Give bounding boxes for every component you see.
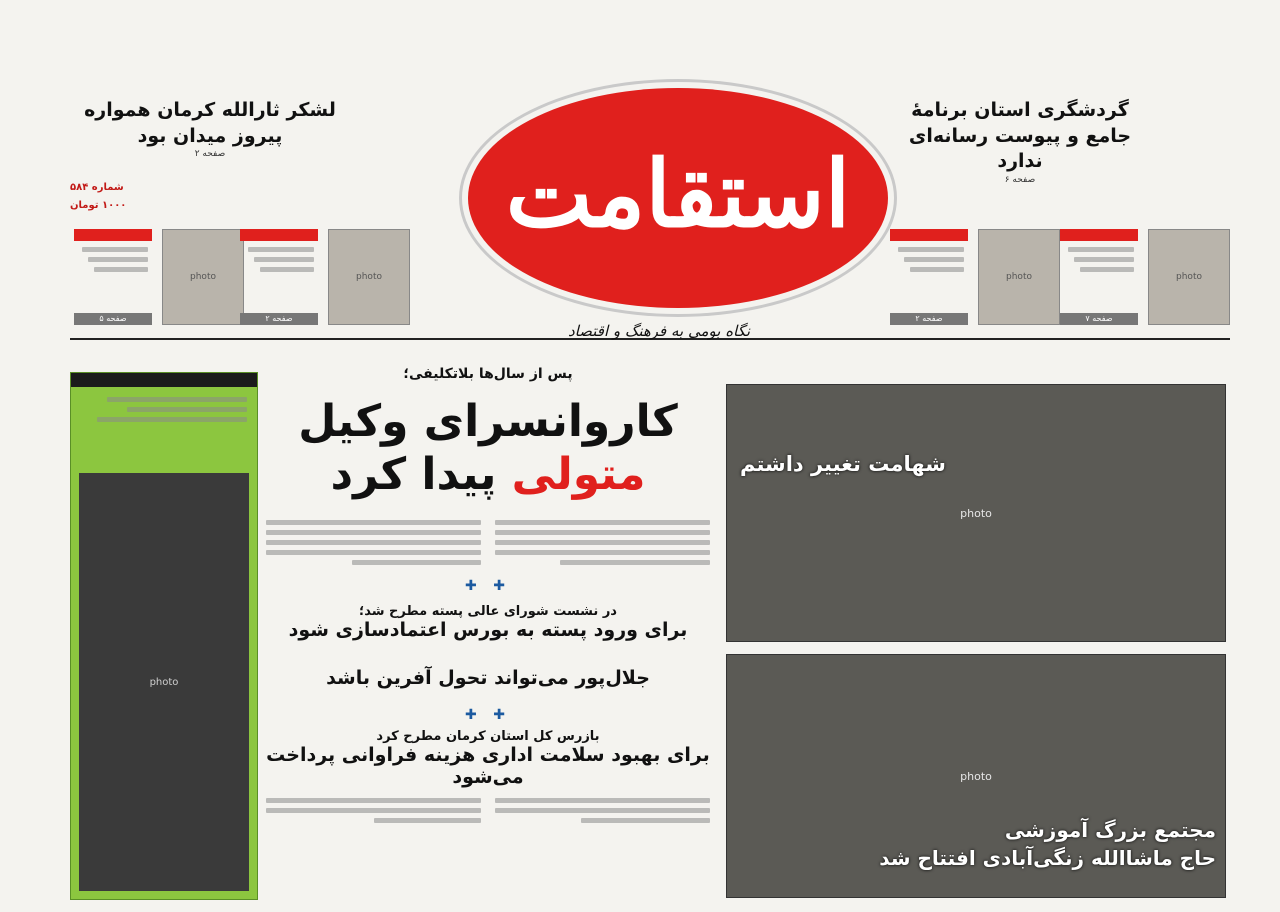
story-2-kicker: در نشست شورای عالی پسته مطرح شد؛ <box>359 603 617 619</box>
teaser-3[interactable] <box>890 229 1060 329</box>
interview-headline: شهامت تغییر داشتم <box>740 452 946 476</box>
tagline: نگاه بومی به فرهنگ و اقتصاد <box>568 322 751 340</box>
teaser-page: صفحه ۷ <box>1060 313 1138 325</box>
teaser-page: صفحه ۵ <box>74 313 152 325</box>
lead-body <box>266 520 710 570</box>
top-right-page: صفحه ۶ <box>1004 174 1036 185</box>
event-headline-2: حاج ماشاالله زنگی‌آبادی افتتاح شد <box>879 846 1216 870</box>
teaser-page: صفحه ۲ <box>890 313 968 325</box>
teaser-tag <box>74 229 152 241</box>
lead-headline-red: متولی <box>511 448 646 500</box>
event-headline-1: مجتمع بزرگ آموزشی <box>1004 818 1216 842</box>
top-left-headline: لشکر ثارالله کرمان همواره پیروز میدان بود <box>84 99 336 147</box>
price-line: ۱۰۰۰ تومان <box>70 200 127 211</box>
teaser-tag <box>1060 229 1138 241</box>
story-4-kicker: بازرس کل استان کرمان مطرح کرد <box>376 728 600 744</box>
teaser-photo: photo <box>162 229 244 325</box>
lead-kicker: پس از سال‌ها بلاتکلیفی؛ <box>403 366 573 382</box>
left-feature-bar <box>71 373 257 387</box>
lead-headline-2[interactable] <box>266 449 710 502</box>
logo <box>448 60 908 350</box>
center-column <box>266 366 710 828</box>
top-right-story[interactable] <box>900 98 1140 185</box>
teaser-page: صفحه ۲ <box>240 313 318 325</box>
left-feature[interactable] <box>70 372 258 900</box>
teaser-1[interactable] <box>74 229 244 329</box>
top-right-headline: گردشگری استان برنامهٔ جامع و پیوست رسانه‌ای ندارد <box>908 99 1132 173</box>
lead-headline-rest: پیدا کرد <box>330 448 497 500</box>
story-4-body <box>266 798 710 828</box>
top-left-page: صفحه ۲ <box>194 149 226 160</box>
teaser-4[interactable] <box>1060 229 1230 329</box>
story-4-headline[interactable]: برای بهبود سلامت اداری هزینه فراوانی پرداخت می‌شود <box>266 743 710 788</box>
event-photo[interactable]: photo <box>726 654 1226 898</box>
logo-text: استقامت <box>505 140 851 248</box>
teaser-tag <box>890 229 968 241</box>
lead-headline[interactable]: کاروانسرای وکیل <box>298 396 678 447</box>
separator: ✚ ✚ <box>465 577 511 594</box>
teaser-photo: photo <box>1148 229 1230 325</box>
story-3-headline[interactable]: جلال‌پور می‌تواند تحول آفرین باشد <box>326 666 650 689</box>
issue-line: شماره ۵۸۴ <box>70 182 124 193</box>
teaser-2[interactable] <box>240 229 410 329</box>
teaser-tag <box>240 229 318 241</box>
teaser-photo: photo <box>328 229 410 325</box>
teaser-photo: photo <box>978 229 1060 325</box>
interview-photo[interactable]: photo <box>726 384 1226 642</box>
left-feature-photo: photo <box>79 473 249 891</box>
separator: ✚ ✚ <box>465 706 511 723</box>
story-2-headline[interactable]: برای ورود پسته به بورس اعتمادسازی شود <box>288 618 688 641</box>
top-left-story[interactable] <box>70 98 350 159</box>
